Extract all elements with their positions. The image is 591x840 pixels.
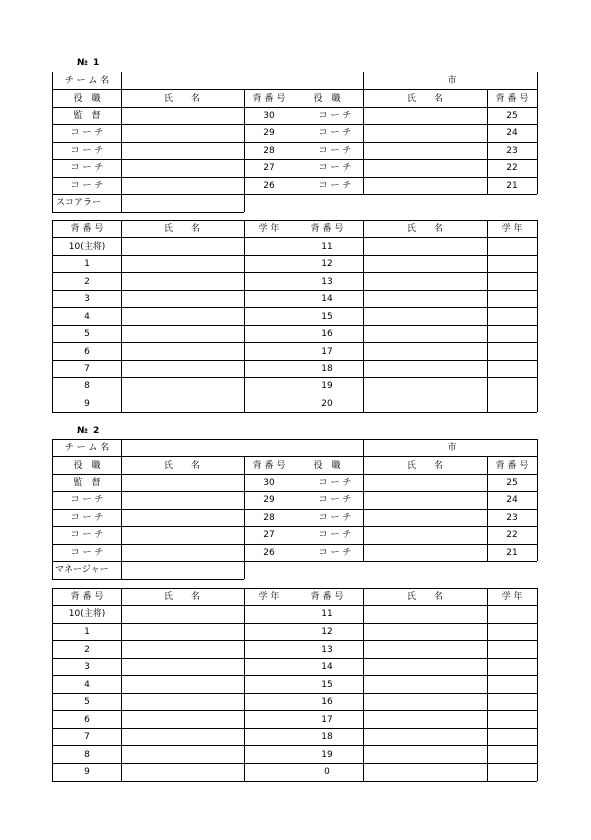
staff-role-right: コ ー チ — [318, 513, 352, 523]
staff-number: 26 — [263, 548, 275, 558]
grade-header: 学 年 — [258, 592, 280, 602]
scorer-label: スコアラー — [56, 198, 102, 208]
player-number: 4 — [84, 312, 90, 322]
staff-role-right: コ ー チ — [318, 146, 352, 156]
staff-number-right: 22 — [506, 163, 518, 173]
player-number-right: 18 — [321, 732, 333, 742]
grade-header: 学 年 — [258, 224, 280, 234]
staff-number: 30 — [263, 111, 275, 121]
player-number-right: 20 — [321, 399, 333, 409]
player-number-header: 背 番 号 — [70, 592, 104, 602]
player-number: 5 — [84, 697, 90, 707]
staff-number-right: 24 — [506, 128, 518, 138]
role-header-right: 役 職 — [313, 94, 341, 104]
name-header: 氏 名 — [163, 94, 201, 104]
staff-role-right: コ ー チ — [318, 163, 352, 173]
player-number-header-right: 背 番 号 — [310, 224, 344, 234]
player-number: 4 — [84, 680, 90, 690]
player-number: 10(主将) — [68, 609, 106, 619]
player-number: 7 — [84, 364, 90, 374]
manager-label: マネージャー — [55, 565, 109, 575]
staff-number-right: 24 — [506, 495, 518, 505]
team-name-label: チ ー ム 名 — [64, 76, 110, 86]
name-header-right: 氏 名 — [406, 461, 444, 471]
player-number: 3 — [84, 294, 90, 304]
staff-role-right: コ ー チ — [318, 181, 352, 191]
player-number-right: 16 — [321, 329, 333, 339]
number-header: 背 番 号 — [252, 461, 286, 471]
staff-table-1 — [52, 72, 537, 213]
number-header-right: 背 番 号 — [495, 461, 529, 471]
staff-role: コ ー チ — [70, 163, 104, 173]
number-header: 背 番 号 — [252, 94, 286, 104]
player-number: 2 — [84, 645, 90, 655]
staff-number-right: 23 — [506, 513, 518, 523]
player-name-header: 氏 名 — [163, 592, 201, 602]
staff-number: 26 — [263, 181, 275, 191]
player-number-right: 15 — [321, 312, 333, 322]
staff-number: 29 — [263, 128, 275, 138]
grade-header-right: 学 年 — [501, 224, 523, 234]
player-number-right: 14 — [321, 662, 333, 672]
player-table-1 — [52, 220, 537, 413]
staff-role-right: コ ー チ — [318, 478, 352, 488]
staff-role: 監 督 — [73, 478, 101, 488]
role-header-right: 役 職 — [313, 461, 341, 471]
player-number: 10(主将) — [68, 242, 106, 252]
player-number-header: 背 番 号 — [70, 224, 104, 234]
number-header-right: 背 番 号 — [495, 94, 529, 104]
staff-number-right: 25 — [506, 111, 518, 121]
player-number: 1 — [84, 627, 90, 637]
player-number-right: 11 — [321, 242, 333, 252]
staff-role-right: コ ー チ — [318, 548, 352, 558]
player-number-right: 0 — [324, 767, 330, 777]
staff-number: 29 — [263, 495, 275, 505]
section-1-label: № 1 — [77, 58, 101, 68]
player-number: 7 — [84, 732, 90, 742]
player-number: 1 — [84, 259, 90, 269]
player-number-right: 12 — [321, 627, 333, 637]
staff-number-right: 25 — [506, 478, 518, 488]
player-name-header-right: 氏 名 — [406, 592, 444, 602]
staff-role: コ ー チ — [70, 495, 104, 505]
role-header: 役 職 — [73, 461, 101, 471]
player-table-2 — [52, 588, 537, 782]
staff-role-right: コ ー チ — [318, 111, 352, 121]
name-header: 氏 名 — [163, 461, 201, 471]
name-header-right: 氏 名 — [406, 94, 444, 104]
player-number-right: 17 — [321, 715, 333, 725]
player-number: 6 — [84, 715, 90, 725]
player-number-right: 12 — [321, 259, 333, 269]
section-2-label: № 2 — [77, 426, 101, 436]
staff-role: コ ー チ — [70, 146, 104, 156]
staff-number-right: 21 — [506, 548, 518, 558]
player-number-header-right: 背 番 号 — [310, 592, 344, 602]
player-number-right: 18 — [321, 364, 333, 374]
staff-role: コ ー チ — [70, 530, 104, 540]
staff-number: 30 — [263, 478, 275, 488]
player-number: 2 — [84, 277, 90, 287]
staff-role-right: コ ー チ — [318, 495, 352, 505]
staff-table-2 — [52, 439, 537, 580]
staff-number-right: 22 — [506, 530, 518, 540]
staff-role: コ ー チ — [70, 548, 104, 558]
player-number-right: 13 — [321, 645, 333, 655]
staff-number: 28 — [263, 146, 275, 156]
player-name-header: 氏 名 — [163, 224, 201, 234]
staff-role: 監 督 — [73, 111, 101, 121]
staff-role: コ ー チ — [70, 513, 104, 523]
player-number: 5 — [84, 329, 90, 339]
role-header: 役 職 — [73, 94, 101, 104]
player-number-right: 13 — [321, 277, 333, 287]
player-number: 9 — [84, 399, 90, 409]
player-number-right: 19 — [321, 750, 333, 760]
player-number: 6 — [84, 347, 90, 357]
player-number-right: 11 — [321, 609, 333, 619]
staff-role-right: コ ー チ — [318, 530, 352, 540]
player-number-right: 15 — [321, 680, 333, 690]
player-number: 8 — [84, 750, 90, 760]
staff-number-right: 21 — [506, 181, 518, 191]
player-name-header-right: 氏 名 — [406, 224, 444, 234]
player-number: 9 — [84, 767, 90, 777]
staff-number: 27 — [263, 163, 275, 173]
grade-header-right: 学 年 — [501, 592, 523, 602]
player-number-right: 14 — [321, 294, 333, 304]
player-number: 3 — [84, 662, 90, 672]
staff-role-right: コ ー チ — [318, 128, 352, 138]
staff-number: 28 — [263, 513, 275, 523]
city-label: 市 — [447, 76, 457, 86]
staff-number: 27 — [263, 530, 275, 540]
player-number-right: 16 — [321, 697, 333, 707]
player-number-right: 17 — [321, 347, 333, 357]
team-name-label: チ ー ム 名 — [64, 443, 110, 453]
staff-role: コ ー チ — [70, 181, 104, 191]
player-number: 8 — [84, 381, 90, 391]
staff-number-right: 23 — [506, 146, 518, 156]
city-label: 市 — [447, 443, 457, 453]
staff-role: コ ー チ — [70, 128, 104, 138]
player-number-right: 19 — [321, 381, 333, 391]
